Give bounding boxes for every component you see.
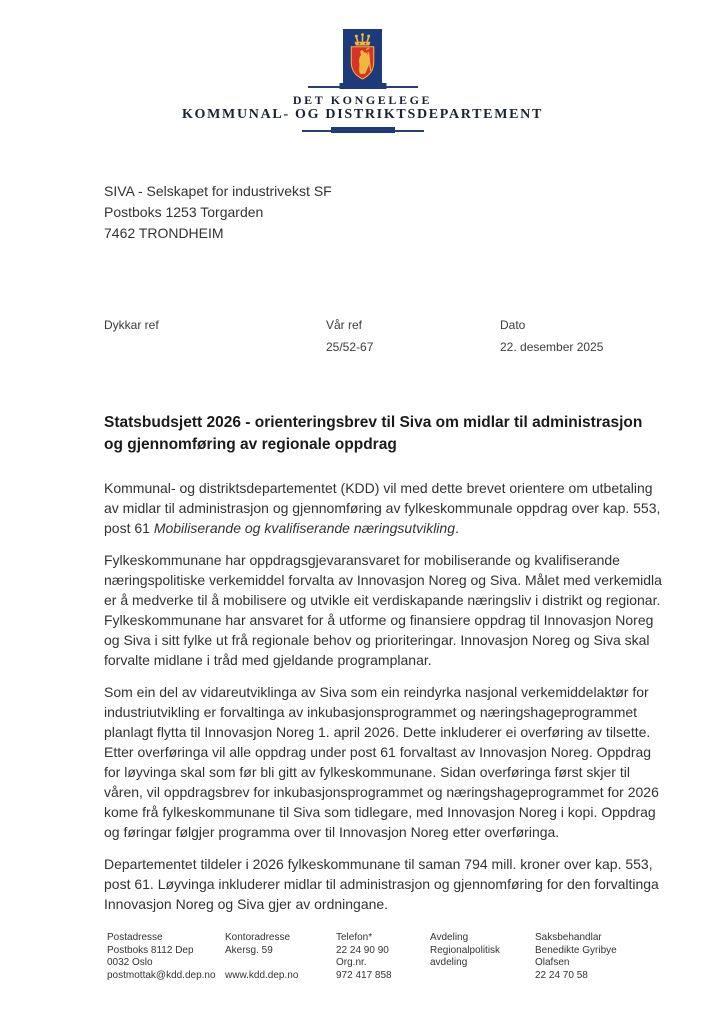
crest-divider-top: [308, 83, 418, 90]
our-ref-column: [326, 318, 373, 354]
date-value: 22. desember 2025: [500, 340, 604, 354]
footer-label: Avdeling: [430, 932, 469, 943]
letterhead-line1: DET KONGELEGE: [292, 93, 433, 107]
recipient-address: [104, 181, 332, 244]
footer-label: Org.nr.: [336, 957, 367, 968]
footer-value: Akersg. 59: [225, 944, 273, 956]
norwegian-lion-crest-icon: [347, 33, 378, 80]
paragraph-4: Departementet tildeler i 2026 fylkeskommunane til saman 794 mill. kroner over kap. 553, post 61. Løyvinga inkluderer midlar til administrasjon og gjennomføring for den forvaltinga Innovasjon Noreg og Siva gjer av ordningane.: [104, 856, 659, 912]
footer-label: Kontoradresse: [225, 932, 291, 943]
paragraph-1-italic: Mobiliserande og kvalifiserande næringsutvikling: [149, 520, 455, 536]
our-ref-value: 25/52-67: [326, 340, 374, 354]
footer-value: 972 417 858: [336, 969, 392, 981]
footer-value: 22 24 70 58: [535, 969, 588, 981]
footer-value: Postboks 8112 Dep: [107, 944, 194, 956]
footer-value: 22 24 90 90: [336, 944, 389, 956]
footer-caseworker: [535, 932, 617, 982]
your-ref-column: [104, 318, 159, 340]
letter-title-line1: Statsbudsjett 2026 - orienteringsbrev til Siva om midlar til administrasjon: [104, 414, 643, 431]
letter-body: [104, 478, 662, 926]
footer-label: Saksbehandlar: [535, 932, 602, 943]
date-column: [500, 318, 603, 354]
paragraph-3: Som ein del av vidareutviklinga av Siva som ein reindyrka nasjonal verkemiddelaktør for industriutvikling er forvaltinga av inkubasjonsprogrammet og næringshageprogrammet planlagt flytta til Innovasjon Noreg 1. april 2026. Dette inkluderer ei overføring av tilsette. Etter overføringa vil alle oppdrag under post 61 forvaltast av Innovasjon Noreg. Oppdrag for løyvinga skal som før bli gitt av fylkeskommunane. Sidan overføringa først skjer til våren, vil oppdragsbrev for inkubasjonsprogrammet og næringshageprogrammet for 2026 kome frå fylkeskommunane til Siva som tidlegare, med Innovasjon Noreg i kopi. Oppdrag og føringar følgjer programma over til Innovasjon Noreg etter overføringa.: [104, 684, 659, 840]
recipient-name: SIVA - Selskapet for industrivekst SF: [104, 183, 332, 199]
footer-value: Benedikte Gyribye: [535, 944, 617, 956]
date-label: Dato: [500, 318, 526, 332]
footer-value: Olafsen: [535, 957, 570, 968]
letter-footer: [107, 932, 677, 984]
letter-title-line2: og gjennomføring av regionale oppdrag: [104, 436, 397, 453]
recipient-street: Postboks 1253 Torgarden: [104, 204, 264, 220]
footer-office-address: [225, 932, 298, 982]
footer-label: Postadresse: [107, 932, 163, 943]
footer-value: [225, 957, 298, 970]
letterhead: [0, 29, 725, 134]
paragraph-1-period: .: [454, 520, 459, 536]
footer-postal-address: [107, 932, 216, 982]
paragraph-1-text: Kommunal- og distriktsdepartementet (KDD) vil med dette brevet orientere om utbetaling av midlar til administrasjon og gjennomføring av fylkeskommunale oppdrag over kap. 553, post 61: [104, 480, 661, 536]
footer-label: Telefon*: [336, 932, 373, 943]
recipient-city: 7462 TRONDHEIM: [104, 225, 224, 241]
footer-value: Regionalpolitisk: [430, 944, 501, 956]
footer-value: [430, 970, 500, 983]
coat-of-arms: [343, 29, 382, 83]
reference-row: [104, 318, 664, 362]
paragraph-2: Fylkeskommunane har oppdragsgjevaransvaret for mobiliserande og kvalifiserande næringspolitiske verkemiddel forvalta av Innovasjon Noreg og Siva. Målet med verkemidla er å medverke til å mobilisere og utvikle eit verdiskapande næringsliv i distrikt og regionar. Fylkeskommunane har ansvaret for å utforme og finansiere oppdrag til Innovasjon Noreg og Siva i sitt fylke ut frå regionale behov og prioriteringar. Innovasjon Noreg og Siva skal forvalte midlane i tråd med gjeldande programplanar.: [104, 552, 662, 668]
paragraph-1: [104, 478, 662, 538]
crest-divider-bottom: [302, 127, 424, 134]
your-ref-label: Dykkar ref: [104, 318, 159, 332]
letter-title: [104, 412, 669, 456]
footer-email: postmottak@kdd.dep.no: [107, 969, 216, 981]
our-ref-label: Vår ref: [326, 318, 363, 332]
letterhead-line2: KOMMUNAL- OG DISTRIKTSDEPARTEMENT: [181, 107, 544, 122]
footer-department: [430, 932, 500, 982]
footer-value: avdeling: [430, 957, 468, 968]
footer-phone: [336, 932, 392, 982]
footer-value: 0032 Oslo: [107, 957, 153, 968]
footer-website: www.kdd.dep.no: [225, 969, 299, 981]
